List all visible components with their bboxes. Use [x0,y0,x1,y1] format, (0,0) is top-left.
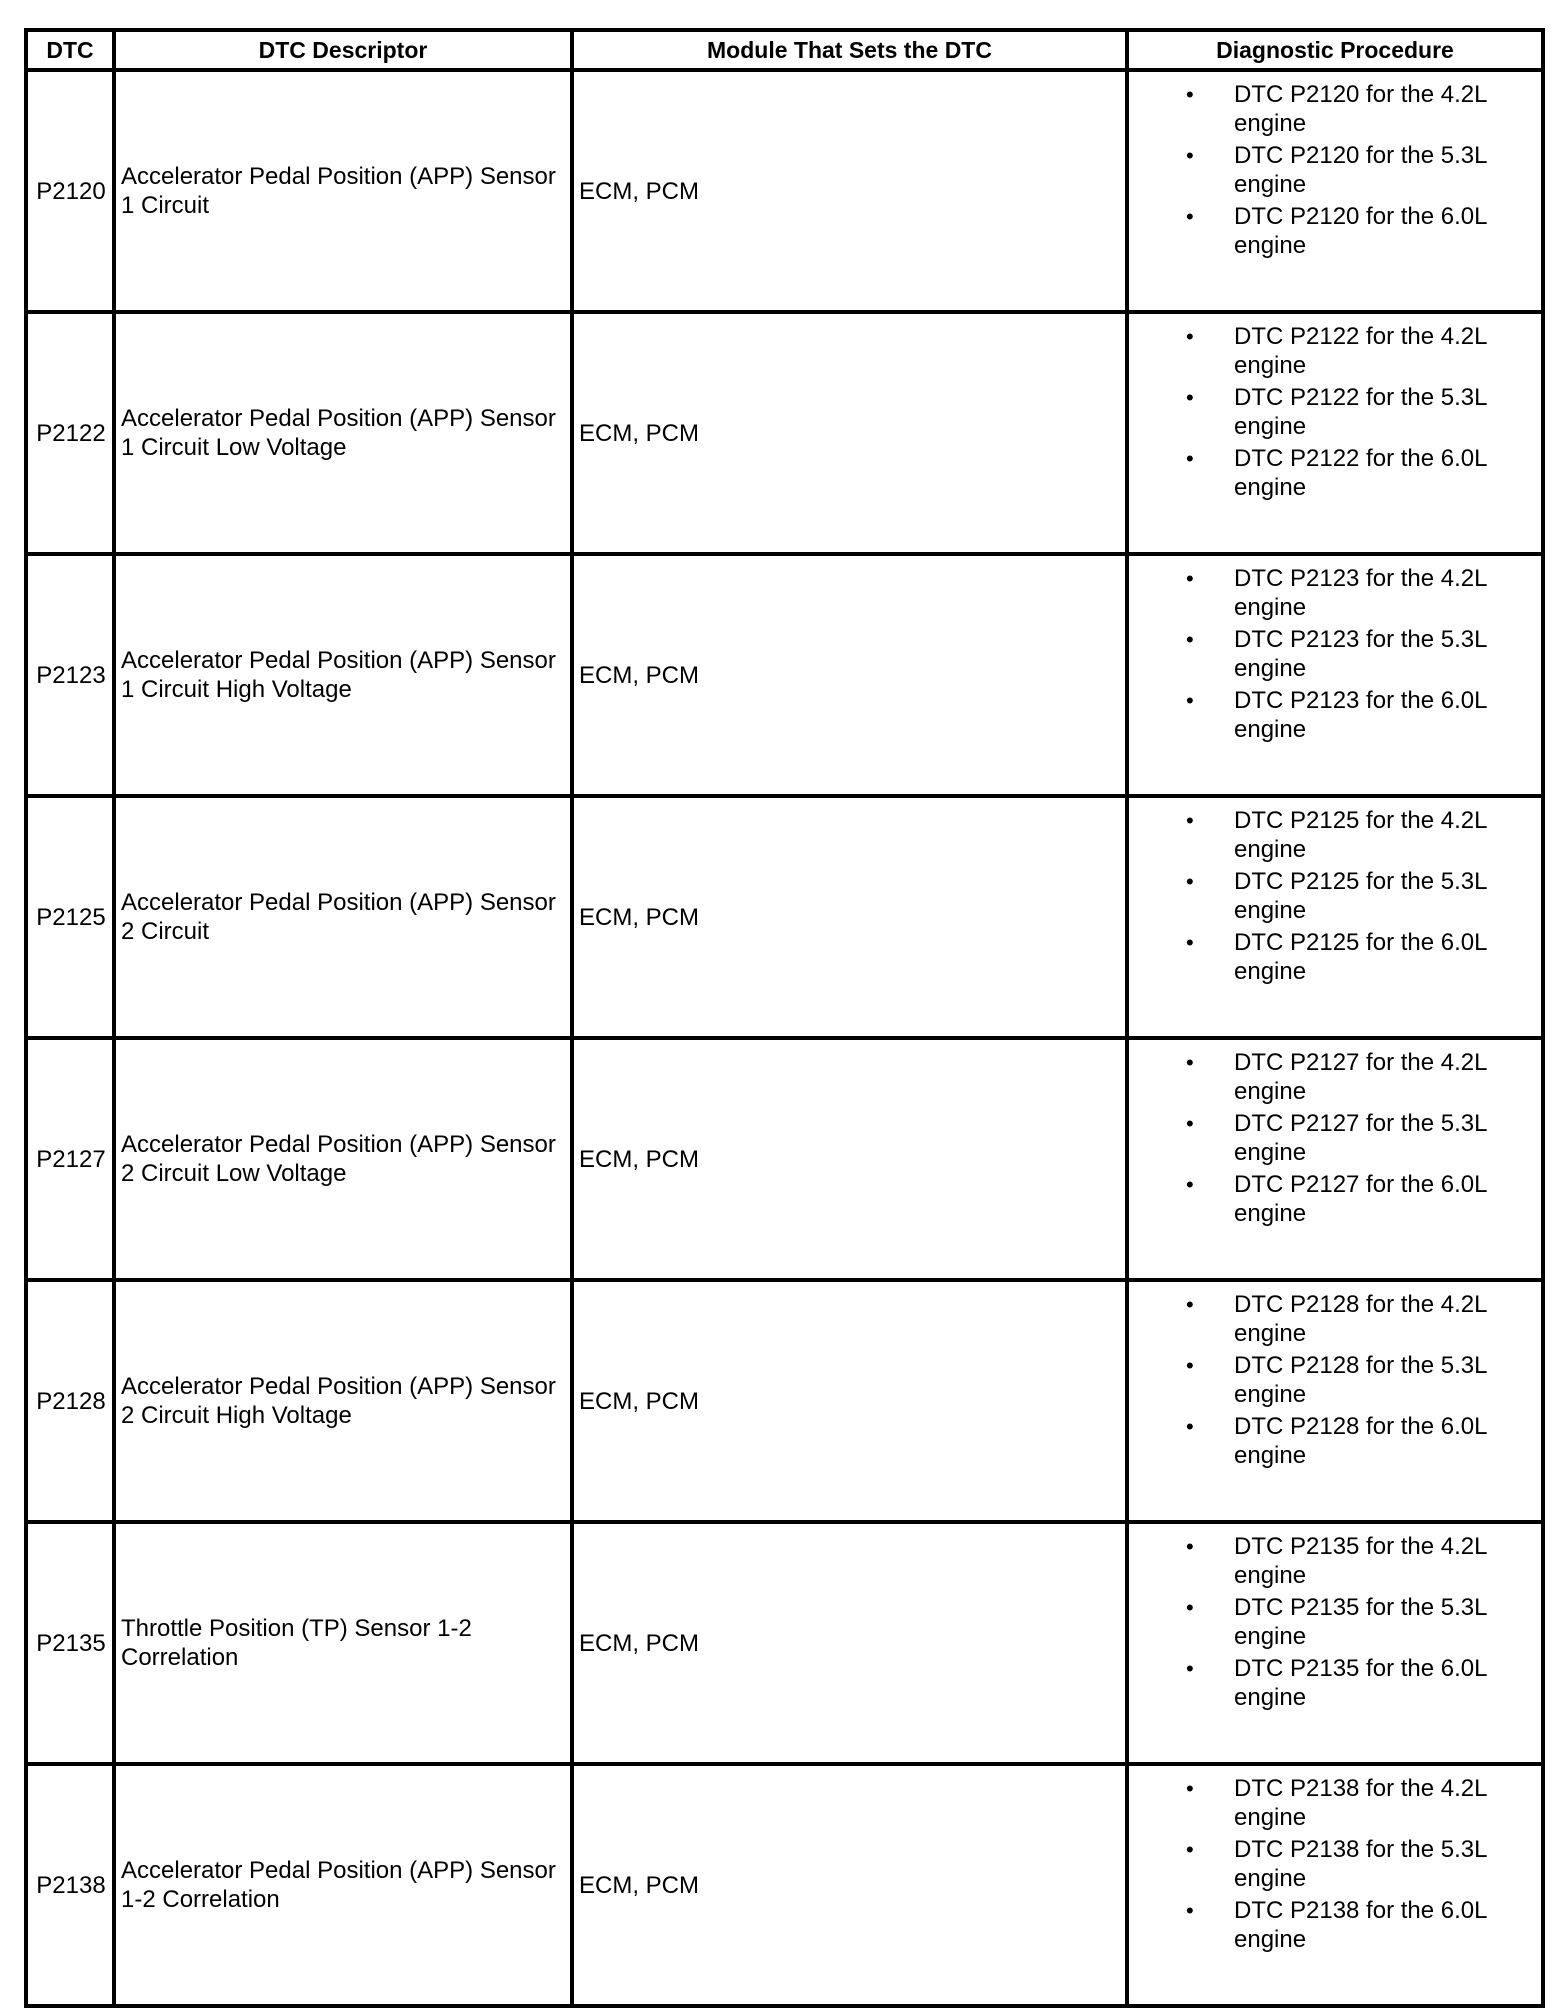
procedure-item [1129,1048,1541,1106]
dtc-module: ECM, PCM [572,1280,1127,1522]
procedure-link-text[interactable]: DTC P2122 for the 4.2L engine [1234,323,1487,379]
table-row [26,1522,1543,1764]
procedure-list [1129,322,1541,502]
procedure-item [1129,928,1541,986]
diagnostic-procedure-cell [1127,796,1543,1038]
dtc-code: P2125 [26,796,114,1038]
procedure-link-text[interactable]: DTC P2125 for the 4.2L engine [1234,807,1487,863]
procedure-item [1129,1896,1541,1954]
dtc-module: ECM, PCM [572,1038,1127,1280]
procedure-link-text[interactable]: DTC P2125 for the 5.3L engine [1234,868,1487,924]
table-row [26,1280,1543,1522]
procedure-link-text[interactable]: DTC P2128 for the 5.3L engine [1234,1352,1487,1408]
procedure-link-text[interactable]: DTC P2120 for the 5.3L engine [1234,142,1487,198]
procedure-link-text[interactable]: DTC P2122 for the 5.3L engine [1234,384,1487,440]
procedure-item [1129,1532,1541,1590]
procedure-list [1129,564,1541,744]
dtc-descriptor: Accelerator Pedal Position (APP) Sensor 1 Circuit [114,70,572,312]
dtc-code: P2138 [26,1764,114,2006]
diagnostic-procedure-cell [1127,1038,1543,1280]
procedure-item [1129,1351,1541,1409]
procedure-link-text[interactable]: DTC P2123 for the 5.3L engine [1234,626,1487,682]
procedure-item [1129,686,1541,744]
procedure-list [1129,1048,1541,1228]
bullet-icon: • [1186,143,1194,168]
bullet-icon: • [1186,204,1194,229]
dtc-descriptor: Accelerator Pedal Position (APP) Sensor 2 Circuit Low Voltage [114,1038,572,1280]
procedure-item [1129,1109,1541,1167]
procedure-list [1129,1774,1541,1954]
bullet-icon: • [1186,1414,1194,1439]
dtc-code: P2127 [26,1038,114,1280]
dtc-table [24,28,1545,2008]
procedure-item [1129,867,1541,925]
bullet-icon: • [1186,1172,1194,1197]
bullet-icon: • [1186,1898,1194,1923]
bullet-icon: • [1186,1595,1194,1620]
procedure-item [1129,806,1541,864]
bullet-icon: • [1186,1534,1194,1559]
procedure-link-text[interactable]: DTC P2135 for the 5.3L engine [1234,1594,1487,1650]
procedure-item [1129,1170,1541,1228]
procedure-link-text[interactable]: DTC P2138 for the 4.2L engine [1234,1775,1487,1831]
diagnostic-procedure-cell [1127,1764,1543,2006]
bullet-icon: • [1186,1776,1194,1801]
procedure-list [1129,1532,1541,1712]
dtc-descriptor: Accelerator Pedal Position (APP) Sensor 2 Circuit [114,796,572,1038]
header-procedure: Diagnostic Procedure [1127,30,1543,70]
table-body [26,70,1543,2006]
procedure-item [1129,383,1541,441]
diagnostic-procedure-cell [1127,70,1543,312]
procedure-item [1129,1290,1541,1348]
dtc-code: P2135 [26,1522,114,1764]
header-dtc: DTC [26,30,114,70]
bullet-icon: • [1186,1111,1194,1136]
procedure-link-text[interactable]: DTC P2123 for the 4.2L engine [1234,565,1487,621]
dtc-code: P2123 [26,554,114,796]
bullet-icon: • [1186,808,1194,833]
procedure-link-text[interactable]: DTC P2123 for the 6.0L engine [1234,687,1487,743]
procedure-item [1129,1412,1541,1470]
dtc-code: P2120 [26,70,114,312]
procedure-list [1129,1290,1541,1470]
procedure-link-text[interactable]: DTC P2127 for the 6.0L engine [1234,1171,1487,1227]
procedure-link-text[interactable]: DTC P2138 for the 6.0L engine [1234,1897,1487,1953]
header-row [26,30,1543,70]
procedure-link-text[interactable]: DTC P2128 for the 6.0L engine [1234,1413,1487,1469]
bullet-icon: • [1186,446,1194,471]
dtc-module: ECM, PCM [572,70,1127,312]
dtc-code: P2128 [26,1280,114,1522]
procedure-item [1129,1654,1541,1712]
procedure-item [1129,564,1541,622]
procedure-link-text[interactable]: DTC P2120 for the 4.2L engine [1234,81,1487,137]
diagnostic-procedure-cell [1127,312,1543,554]
procedure-item [1129,202,1541,260]
bullet-icon: • [1186,688,1194,713]
procedure-item [1129,1835,1541,1893]
bullet-icon: • [1186,930,1194,955]
procedure-link-text[interactable]: DTC P2138 for the 5.3L engine [1234,1836,1487,1892]
table-row [26,554,1543,796]
header-descriptor: DTC Descriptor [114,30,572,70]
procedure-item [1129,141,1541,199]
dtc-descriptor: Accelerator Pedal Position (APP) Sensor 2 Circuit High Voltage [114,1280,572,1522]
procedure-link-text[interactable]: DTC P2125 for the 6.0L engine [1234,929,1487,985]
dtc-descriptor: Accelerator Pedal Position (APP) Sensor 1 Circuit Low Voltage [114,312,572,554]
dtc-module: ECM, PCM [572,796,1127,1038]
procedure-item [1129,322,1541,380]
bullet-icon: • [1186,1837,1194,1862]
procedure-link-text[interactable]: DTC P2135 for the 4.2L engine [1234,1533,1487,1589]
bullet-icon: • [1186,869,1194,894]
diagnostic-procedure-cell [1127,1522,1543,1764]
dtc-module: ECM, PCM [572,1764,1127,2006]
table-row [26,1764,1543,2006]
bullet-icon: • [1186,82,1194,107]
table-row [26,1038,1543,1280]
dtc-module: ECM, PCM [572,312,1127,554]
procedure-item [1129,625,1541,683]
procedure-list [1129,806,1541,986]
diagnostic-procedure-cell [1127,1280,1543,1522]
table-header [26,30,1543,70]
dtc-code: P2122 [26,312,114,554]
procedure-link-text[interactable]: DTC P2120 for the 6.0L engine [1234,203,1487,259]
procedure-link-text[interactable]: DTC P2135 for the 6.0L engine [1234,1655,1487,1711]
procedure-list [1129,80,1541,260]
bullet-icon: • [1186,1353,1194,1378]
dtc-descriptor: Accelerator Pedal Position (APP) Sensor 1-2 Correlation [114,1764,572,2006]
diagnostic-procedure-cell [1127,554,1543,796]
procedure-item [1129,1774,1541,1832]
bullet-icon: • [1186,566,1194,591]
header-module: Module That Sets the DTC [572,30,1127,70]
procedure-link-text[interactable]: DTC P2127 for the 5.3L engine [1234,1110,1487,1166]
dtc-module: ECM, PCM [572,554,1127,796]
procedure-link-text[interactable]: DTC P2128 for the 4.2L engine [1234,1291,1487,1347]
bullet-icon: • [1186,1656,1194,1681]
dtc-descriptor: Throttle Position (TP) Sensor 1-2 Correlation [114,1522,572,1764]
procedure-item [1129,80,1541,138]
bullet-icon: • [1186,627,1194,652]
bullet-icon: • [1186,385,1194,410]
procedure-item [1129,1593,1541,1651]
procedure-item [1129,444,1541,502]
table-row [26,70,1543,312]
bullet-icon: • [1186,1292,1194,1317]
procedure-link-text[interactable]: DTC P2127 for the 4.2L engine [1234,1049,1487,1105]
procedure-link-text[interactable]: DTC P2122 for the 6.0L engine [1234,445,1487,501]
dtc-module: ECM, PCM [572,1522,1127,1764]
table-row [26,312,1543,554]
dtc-descriptor: Accelerator Pedal Position (APP) Sensor 1 Circuit High Voltage [114,554,572,796]
bullet-icon: • [1186,324,1194,349]
bullet-icon: • [1186,1050,1194,1075]
table-row [26,796,1543,1038]
